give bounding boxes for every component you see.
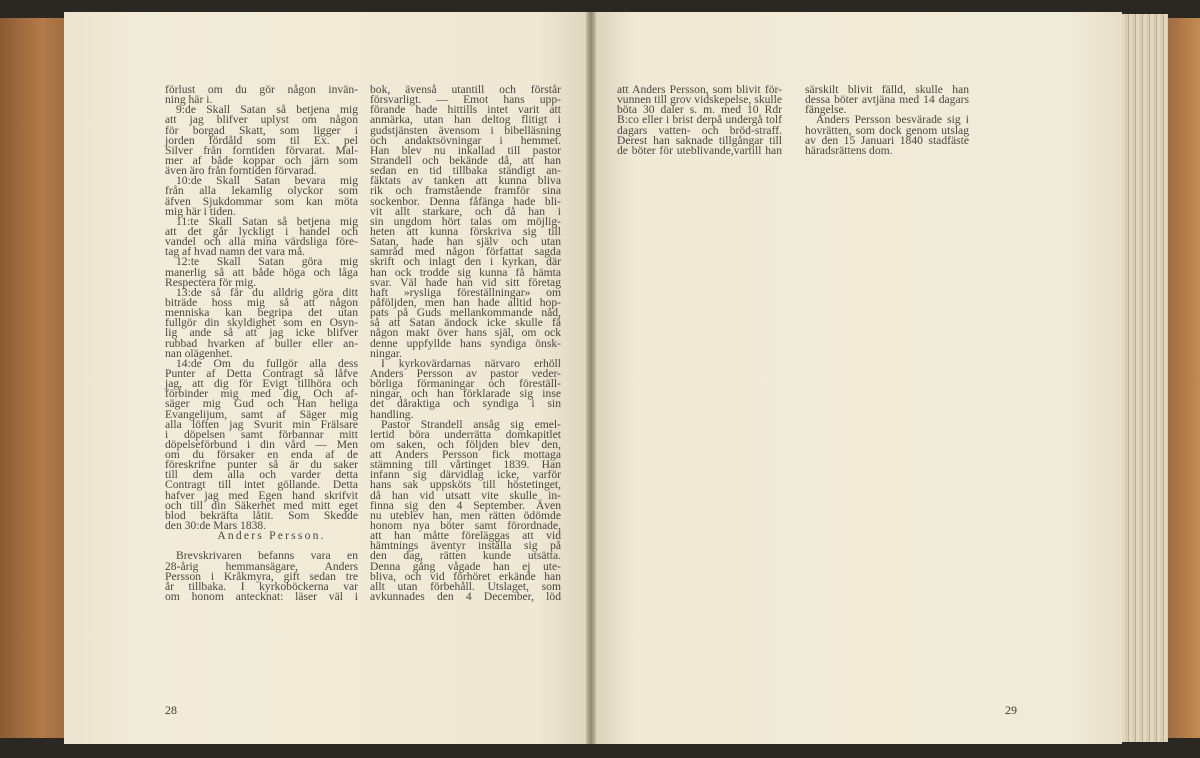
text-line: ning här i. [165,93,213,107]
text-line: nu uteblev han, men rätten ödömde [370,508,561,522]
right-page-column-1 [617,85,782,156]
text-line: I kyrkovärdarnas närvaro erhöll [381,356,561,370]
text-line: vandel och alla mina värdsliga före- [165,235,358,249]
text-line: anmärka, utan han deltog flitigt i [370,113,561,127]
text-line: bliva, och vid förhöret erkände han [370,569,561,583]
paragraph [165,257,358,287]
text-line: Strandell och bekände då, att han [370,153,561,167]
page-number-right: 29 [1005,703,1017,717]
text-line: jorden fördåld som til Ex. pel [165,133,358,147]
text-line: ningar, och han förklarade sig inse [370,387,561,401]
text-line: blod bekräfta låtit. Som Skedde [165,508,358,522]
text-line: sin ungdom hört talas om möjlig- [370,214,561,228]
text-line: fullgör din skyldighet som en Osyn- [165,316,358,330]
text-line: Anders Persson. [217,529,326,543]
text-line: om honom antecknat: läser väl i [165,590,358,604]
book-gutter [586,12,596,744]
text-line: Contragt till intet göllande. Detta [165,478,358,492]
text-line: Derest han saknade tillgångar till [617,133,782,147]
text-line: Han blev nu inkallad till pastor [370,143,561,157]
text-line: haft »rysliga föreställningar» om [370,285,561,299]
text-line: Satan, hade han själv och utan [370,235,561,249]
text-line: hafver jag med Egen hand skrifvit [165,488,358,502]
book-cover-left-edge [0,18,70,738]
paragraph [370,356,561,421]
paragraph [165,285,358,360]
text-line: år tillbaka. I kyrkoböckerna var [165,579,358,593]
text-line: av den 15 Januari 1840 stadfäste [805,133,969,147]
text-line: nan olägenhet. [165,346,233,360]
text-line: skrift och inlagt den i kyrkan, där [370,255,561,269]
text-line: fäktats av tanken att kunna bliva [370,174,561,188]
text-line: jag, att dig för Evigt tillhöra och [165,377,358,391]
paragraph [165,356,358,533]
left-page-column-2 [370,85,561,602]
text-line: bok, ävenså utantill och förstår [370,83,561,96]
text-line: att Anders Persson fick mottaga [370,448,561,462]
page-left [64,12,590,744]
text-line: denne uppfyllde hans syndiga önsk- [370,336,561,350]
text-line: förlust om du gör någon invän- [165,83,358,96]
text-line: biträde hoss mig så att någon [165,295,358,309]
text-line: svar. Väl hade han vid sitt företag [370,275,561,289]
text-line: döpelseförbund i din vård — Men [165,437,358,451]
text-line: och till din Säkerhet med mitt eget [165,498,358,512]
text-line: lertid böra underrätta domkapitlet [370,427,561,441]
text-line: dagars vatten- och bröd-straff. [617,123,782,137]
paragraph [165,176,358,217]
text-line: det dåraktiga och syndiga i sin [370,397,561,411]
text-line: infann sig därvidlag icke, varför [370,468,561,482]
text-line: samråd med någon författat sagda [370,245,561,259]
text-line: Persson i Kråkmyra, gift sedan tre [165,569,358,583]
paragraph [805,85,969,115]
text-line: äfven Sjukdommar som kan möta [165,194,358,208]
text-line: Denna gång vågade han ej ute- [370,559,561,573]
text-line: att det går lyckligt i handel och [165,224,358,238]
text-line: även äro från forntiden förvarad. [165,164,317,178]
text-line: alla löften jag Svurit min Frälsare [165,417,358,431]
paragraph [805,115,969,156]
text-line: vunnen till grov vidskepelse, skulle [617,93,782,107]
text-line: rik och framstående framför sina [370,184,561,198]
text-line: 10:de Skall Satan bevara mig [176,174,358,188]
text-line: fängelse. [805,103,847,117]
page-right [592,12,1122,744]
text-line: Anders Persson besvärade sig i [816,113,969,127]
text-line: stämning till vårtinget 1839. Han [370,458,561,472]
text-line: förande hade hittills intet varit att [370,103,561,117]
left-page-column-1 [165,85,358,602]
text-line: B:co eller i brist derpå undergå tolf [617,113,782,127]
text-line: 28-årig hemmansägare, Anders [165,559,358,573]
paragraph [370,417,561,604]
text-line: avkunnades den 4 December, löd [370,590,561,604]
text-line: föreskrifne punter så är du saker [165,458,358,472]
book-cover-right-edge [1165,18,1200,738]
text-line: till dem alla och varder detta [165,468,358,482]
text-line: om du försaker en enda af de [165,448,358,462]
text-line: sockenbor. Denna fåfänga hade bli- [370,194,561,208]
text-line: allt utan förbehåll. Utslaget, som [370,579,561,593]
text-line: särskilt blivit fälld, skulle han [805,83,969,96]
text-line: påföljden, men han hade alltid hop- [370,295,561,309]
text-line: mer af både koppar och järn som [165,153,358,167]
page-edges [1118,14,1168,742]
text-line: ningar. [370,346,402,360]
paragraph [165,105,358,176]
text-line: hans sak uppsköts till höstetinget, [370,478,561,492]
text-line: den 30:de Mars 1838. [165,519,267,533]
text-line: lig ande så att jag icke blifver [165,326,358,340]
text-line: och andaktsövningar i hemmet. [370,133,561,147]
text-line: börliga förmaningar och föreställ- [370,377,561,391]
text-line: hämtnings äventyr inställa sig på [370,539,561,553]
signature [165,531,358,541]
text-line: Respectera för mig. [165,275,257,289]
text-line: 11:te Skall Satan så betjena mig [176,214,358,228]
text-line: mig här i tiden. [165,204,236,218]
paragraph [165,85,358,105]
text-line: dessa böter avtjäna med 14 dagars [805,93,969,107]
text-line: handling. [370,407,414,421]
text-line: att jag blifver uplyst om någon [165,113,358,127]
text-line: honom nya böter samt förordnade, [370,519,561,533]
right-page-column-2 [805,85,969,156]
paragraph [165,551,358,602]
text-line: Brevskrivaren befanns vara en [176,549,358,563]
text-line: böta 30 daler s. m. med 10 Rdr [617,103,782,117]
text-line: Punter af Detta Contragt så låfve [165,366,358,380]
text-line: så att Satan ändock icke skulle få [370,316,561,330]
text-line: hovrätten, som dock genom utslag [805,123,969,137]
text-line: sedan en tid tillbaka ständigt an- [370,164,561,178]
text-line: finna sig den 4 September. Även [370,498,561,512]
text-line: rubbad hvarken af buller eller an- [165,336,358,350]
text-line: den dag, rätten kunde utsätta. [370,549,561,563]
text-line: att Anders Persson, som blivit för- [617,83,782,96]
text-line: försvarligt. — Emot hans upp- [370,93,561,107]
text-line: 12:te Skall Satan göra mig [176,255,358,269]
text-line: då han vid utsatt vite skulle in- [370,488,561,502]
text-line: från alla lekamlig olyckor som [165,184,358,198]
page-number-left: 28 [165,703,177,717]
text-line: Pastor Strandell ansåg sig emel- [381,417,561,431]
text-line: om saken, och följden blev den, [370,437,561,451]
text-line: gudstjänsten ävensom i bibelläsning [370,123,561,137]
text-line: manerlig så att både höga och låga [165,265,358,279]
text-line: för borgad Skatt, som ligger i [165,123,358,137]
text-line: 14:de Om du fullgör alla dess [176,356,358,370]
text-line: säger mig Gud och Han heliga [165,397,358,411]
text-line: pats på Guds mellankommande nåd, [370,306,561,320]
text-line: någon makt över hans själ, om ock [370,326,561,340]
text-line: de böter för uteblivande,vartill han [617,143,782,157]
text-line: i döpelsen samt förbannar mitt [165,427,358,441]
paragraph [370,85,561,359]
text-line: heten att kunna förskriva sig till [370,224,561,238]
paragraph [617,85,782,156]
paragraph [165,214,358,259]
text-line: han ock trodde sig kunna få hämta [370,265,561,279]
text-line: tag af hvad namn det vara må. [165,245,306,259]
text-line: 13:de så får du alldrig göra ditt [176,285,358,299]
text-line: Evangelijum, samt af Säger mig [165,407,358,421]
text-line: förbinder mig med dig, Och af- [165,387,358,401]
text-line: Anders Persson av pastor veder- [370,366,561,380]
text-line: vit allt starkare, och då han i [370,204,561,218]
text-line: att han måtte föreläggas att vid [370,529,561,543]
text-line: menniska kan begripa det utan [165,306,358,320]
text-line: Silver från forntiden förvarat. Mal- [165,143,358,157]
text-line: 9:de Skall Satan så betjena mig [176,103,358,117]
text-line: häradsrättens dom. [805,143,893,157]
